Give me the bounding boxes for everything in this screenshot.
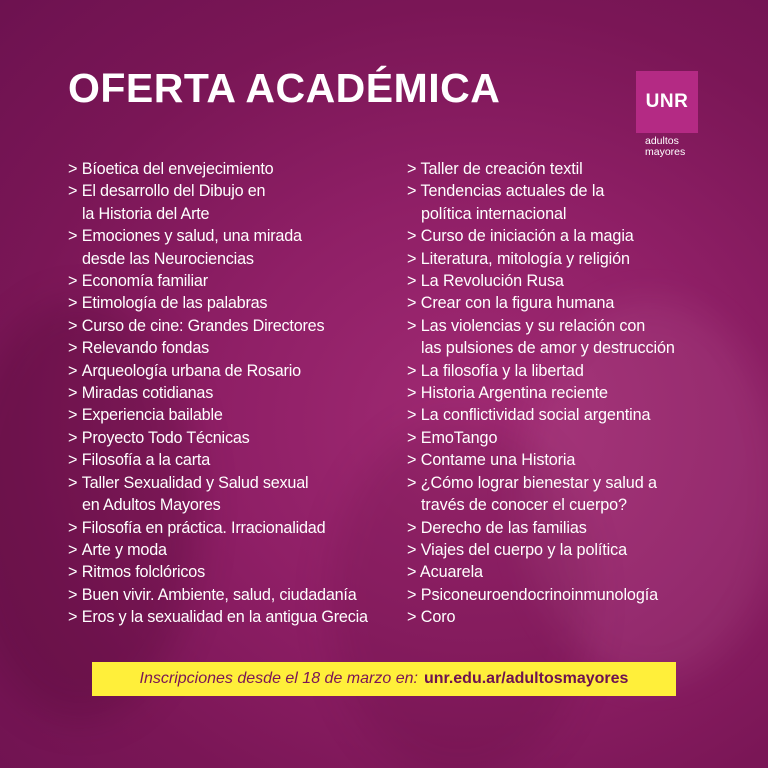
course-item	[68, 427, 408, 449]
bullet-chevron-icon: >	[407, 585, 417, 604]
bullet-chevron-icon: >	[407, 540, 417, 559]
course-item	[407, 584, 707, 606]
course-name: Ritmos folclóricos	[81, 563, 205, 582]
bullet-chevron-icon: >	[68, 451, 78, 470]
course-item	[407, 158, 707, 180]
course-name: Taller de creación textil	[420, 160, 583, 178]
course-name: Tendencias actuales de la política internacional	[420, 182, 605, 223]
course-item	[68, 292, 408, 314]
course-item	[407, 427, 707, 449]
course-name: EmoTango	[420, 428, 498, 447]
course-item	[68, 225, 408, 270]
course-item	[407, 472, 707, 517]
course-item	[68, 606, 408, 628]
course-item	[68, 517, 408, 539]
bullet-chevron-icon: >	[68, 316, 78, 335]
course-name: Crear con la figura humana	[420, 294, 615, 313]
bullet-chevron-icon: >	[407, 563, 417, 582]
course-name: Historia Argentina reciente	[420, 384, 608, 403]
course-name: Miradas cotidianas	[81, 384, 214, 403]
bullet-chevron-icon: >	[68, 182, 78, 201]
logo-subtitle	[636, 136, 698, 158]
bullet-chevron-icon: >	[68, 428, 78, 447]
page-title: OFERTA ACADÉMICA	[68, 65, 501, 111]
course-name: Acuarela	[419, 563, 483, 582]
bullet-chevron-icon: >	[407, 160, 417, 178]
registration-url[interactable]: unr.edu.ar/adultosmayores	[423, 670, 629, 687]
bullet-chevron-icon: >	[68, 294, 78, 313]
bullet-chevron-icon: >	[407, 249, 417, 268]
course-item	[407, 248, 707, 270]
course-name: La Revolución Rusa	[420, 272, 564, 291]
unr-logo	[636, 71, 698, 158]
course-name: Literatura, mitología y religión	[420, 249, 630, 268]
bullet-chevron-icon: >	[407, 361, 417, 380]
course-name: Psiconeuroendocrinoinmunología	[420, 585, 659, 604]
course-name: Etimología de las palabras	[81, 294, 268, 313]
bullet-chevron-icon: >	[407, 182, 417, 201]
bullet-chevron-icon: >	[407, 518, 417, 537]
bullet-chevron-icon: >	[68, 518, 78, 537]
course-name: Experiencia bailable	[81, 406, 223, 425]
course-name: Coro	[420, 608, 456, 627]
bullet-chevron-icon: >	[407, 316, 417, 335]
course-name: La conflictividad social argentina	[420, 406, 651, 425]
course-item	[407, 360, 707, 382]
bullet-chevron-icon: >	[68, 272, 78, 291]
bullet-chevron-icon: >	[68, 160, 78, 178]
bullet-chevron-icon: >	[407, 272, 417, 291]
course-item	[407, 404, 707, 426]
course-item	[68, 449, 408, 471]
course-name: Bíoetica del envejecimiento	[81, 160, 274, 178]
course-item	[407, 315, 707, 360]
course-item	[68, 158, 408, 180]
bullet-chevron-icon: >	[407, 384, 417, 403]
course-name: El desarrollo del Dibujo en la Historia del Arte	[81, 182, 266, 223]
course-item	[68, 270, 408, 292]
bullet-chevron-icon: >	[68, 227, 78, 246]
course-item	[407, 292, 707, 314]
bullet-chevron-icon: >	[407, 608, 417, 627]
bullet-chevron-icon: >	[68, 563, 78, 582]
course-item	[68, 315, 408, 337]
registration-banner	[92, 662, 676, 696]
bullet-chevron-icon: >	[68, 384, 78, 403]
course-name: Economía familiar	[81, 272, 208, 291]
bullet-chevron-icon: >	[68, 540, 78, 559]
course-item	[68, 561, 408, 583]
course-name: Filosofía en práctica. Irracionalidad	[81, 518, 326, 537]
course-item	[68, 584, 408, 606]
course-item	[407, 225, 707, 247]
course-name: La filosofía y la libertad	[420, 361, 584, 380]
course-name: Arte y moda	[81, 540, 167, 559]
course-name: Eros y la sexualidad en la antigua Grecia	[81, 608, 368, 627]
course-item	[68, 337, 408, 359]
course-name: Curso de iniciación a la magia	[420, 227, 634, 246]
course-name: Viajes del cuerpo y la política	[420, 540, 628, 559]
bullet-chevron-icon: >	[407, 473, 417, 492]
course-item	[407, 270, 707, 292]
course-item	[407, 539, 707, 561]
course-name: Arqueología urbana de Rosario	[81, 361, 301, 380]
bullet-chevron-icon: >	[68, 339, 78, 358]
course-item	[68, 539, 408, 561]
course-list-left	[68, 158, 408, 629]
course-item	[407, 180, 707, 225]
course-item	[68, 382, 408, 404]
course-item	[68, 180, 408, 225]
course-name: Filosofía a la carta	[81, 451, 211, 470]
course-item	[407, 382, 707, 404]
course-item	[407, 606, 707, 628]
bullet-chevron-icon: >	[68, 361, 78, 380]
course-name: ¿Cómo lograr bienestar y salud a través de conocer el cuerpo?	[420, 473, 657, 515]
course-item	[68, 472, 408, 517]
course-item	[407, 449, 707, 471]
course-name: Las violencias y su relación con las pulsiones de amor y destrucción	[420, 316, 675, 358]
course-name: Buen vivir. Ambiente, salud, ciudadanía	[81, 585, 357, 604]
course-name: Derecho de las familias	[420, 518, 587, 537]
bullet-chevron-icon: >	[407, 428, 417, 447]
bullet-chevron-icon: >	[407, 294, 417, 313]
bullet-chevron-icon: >	[68, 585, 78, 604]
course-name: Curso de cine: Grandes Directores	[81, 316, 325, 335]
logo-line-1: adultos	[645, 135, 679, 147]
course-item	[407, 517, 707, 539]
course-name: Relevando fondas	[81, 339, 210, 358]
course-item	[407, 561, 707, 583]
course-name: Proyecto Todo Técnicas	[81, 428, 250, 447]
registration-label: Inscripciones desde el 18 de marzo en:	[139, 670, 418, 687]
logo-box: UNR	[636, 71, 698, 133]
course-name: Emociones y salud, una mirada desde las Neurociencias	[81, 227, 302, 268]
bullet-chevron-icon: >	[68, 406, 78, 425]
bullet-chevron-icon: >	[68, 473, 78, 492]
course-item	[68, 360, 408, 382]
bullet-chevron-icon: >	[407, 406, 417, 425]
bullet-chevron-icon: >	[68, 608, 78, 627]
course-name: Taller Sexualidad y Salud sexual en Adultos Mayores	[81, 473, 309, 515]
logo-line-2: mayores	[645, 146, 686, 158]
bullet-chevron-icon: >	[407, 227, 417, 246]
bullet-chevron-icon: >	[407, 451, 417, 470]
course-item	[68, 404, 408, 426]
course-list-right	[407, 158, 707, 629]
course-name: Contame una Historia	[420, 451, 576, 470]
